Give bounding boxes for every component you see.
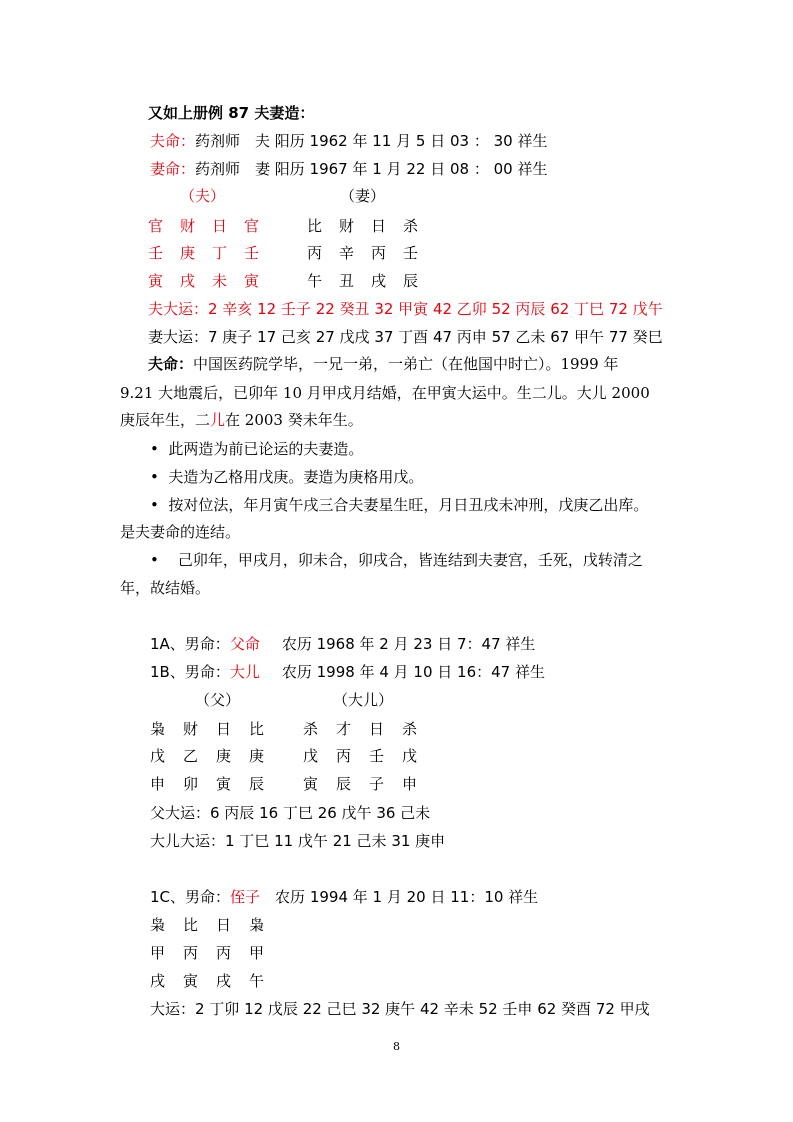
bazi-cell: 戌 [180, 272, 196, 290]
bazi-cell: 寅 [148, 272, 164, 290]
bazi-cell: 戌 [150, 972, 166, 990]
bazi-cell: 壬 [244, 244, 260, 262]
bazi-cell: 子 [369, 775, 385, 793]
son-chart-heading: （大儿） [333, 691, 394, 709]
bazi-cell: 比 [307, 217, 323, 235]
bazi-cell: 庚 [216, 747, 232, 765]
bullet-continuation: 是夫妻命的连结。 [120, 523, 241, 541]
father-luck-pillars: 父大运：6 丙辰 16 丁巳 26 戊午 36 己未 [150, 804, 431, 822]
wife-luck-pillars: 妻大运：7 庚子 17 己亥 27 戊戌 37 丁酉 47 丙申 57 乙未 67 甲午 77 癸巳 [148, 328, 663, 346]
nephew-role: 侄子 [230, 888, 261, 906]
husband-label: 夫命： [150, 132, 196, 150]
nephew-prefix: 1C、男命： [150, 888, 231, 906]
wife-chart-heading: （妻） [340, 187, 386, 205]
commentary-label: 夫命： [148, 355, 194, 373]
husband-chart-heading: （夫） [180, 187, 226, 205]
bullet-icon: • [150, 551, 178, 569]
bullet-text: 此两造为前已论运的夫妻造。 [168, 440, 364, 458]
bazi-cell: 庚 [180, 244, 196, 262]
bazi-cell: 戌 [371, 272, 387, 290]
bazi-cell: 戊 [402, 747, 418, 765]
bazi-cell: 日 [212, 217, 228, 235]
commentary-text-b: 在 2003 癸未年生。 [225, 411, 363, 429]
bullet-text: 己卯年，甲戌月，卯未合，卯戌合，皆连结到夫妻宫，壬死，戊转清之 [177, 551, 643, 569]
bazi-cell: 辰 [403, 272, 419, 290]
bazi-cell: 寅 [216, 775, 232, 793]
bullet-text: 夫造为乙格用戊庚。妻造为庚格用戊。 [168, 468, 424, 486]
bazi-cell: 戊 [150, 747, 166, 765]
commentary-line-2: 9.21 大地震后，已卯年 10 月甲戌月结婚，在甲寅大运中。生二儿。大儿 2000 [120, 384, 650, 402]
bazi-cell: 枭 [150, 916, 166, 934]
bazi-cell: 日 [371, 217, 387, 235]
father-birth-line [150, 634, 535, 654]
bullet-item [150, 439, 363, 459]
bazi-cell: 寅 [303, 775, 319, 793]
bazi-cell: 寅 [183, 972, 199, 990]
son-luck-pillars: 大儿大运：1 丁巳 11 戊午 21 己未 31 庚申 [150, 832, 446, 850]
bazi-cell: 日 [216, 720, 232, 738]
husband-info: 药剂师 夫 阳历 1962 年 11 月 5 日 03 ： 30 祥生 [195, 132, 548, 150]
nephew-info: 农历 1994 年 1 月 20 日 11：10 祥生 [275, 888, 539, 906]
son-prefix: 1B、男命： [150, 663, 230, 681]
son-role: 大儿 [229, 663, 260, 681]
nephew-birth-line [150, 887, 538, 907]
bullet-item [150, 467, 423, 487]
commentary-line-3 [120, 410, 363, 430]
son-info: 农历 1998 年 4 月 10 日 16：47 祥生 [281, 663, 545, 681]
bazi-cell: 财 [183, 720, 199, 738]
bazi-cell: 日 [216, 916, 232, 934]
bazi-cell: 才 [336, 720, 352, 738]
wife-birth-line [150, 159, 547, 179]
father-role: 父命 [229, 635, 260, 653]
bazi-cell: 比 [249, 720, 265, 738]
section-heading: 又如上册例 87 夫妻造： [148, 104, 315, 122]
bazi-cell: 丙 [336, 747, 352, 765]
nephew-luck-pillars: 大运：2 丁卯 12 戊辰 22 己巳 32 庚午 42 辛未 52 壬申 62 癸酉 72 甲戌 [150, 1000, 650, 1018]
husband-birth-line [150, 131, 547, 151]
bazi-cell: 寅 [244, 272, 260, 290]
husband-luck-pillars: 夫大运：2 辛亥 12 壬子 22 癸丑 32 甲寅 42 乙卯 52 丙辰 62 丁巳 72 戊午 [148, 300, 663, 318]
bazi-cell: 申 [402, 775, 418, 793]
bazi-cell: 庚 [249, 747, 265, 765]
bazi-cell: 甲 [150, 944, 166, 962]
bazi-cell: 杀 [403, 217, 419, 235]
bullet-icon: • [150, 496, 169, 514]
bazi-cell: 丑 [339, 272, 355, 290]
bazi-cell: 壬 [403, 244, 419, 262]
bazi-cell: 杀 [402, 720, 418, 738]
bazi-cell: 午 [249, 972, 265, 990]
bazi-cell: 乙 [183, 747, 199, 765]
father-chart-heading: （父） [195, 691, 241, 709]
bazi-cell: 甲 [249, 944, 265, 962]
bazi-cell: 辰 [336, 775, 352, 793]
bullet-item [150, 550, 643, 570]
bazi-cell: 官 [148, 217, 164, 235]
bullet-item [150, 495, 648, 515]
son-birth-line [150, 662, 545, 682]
bullet-text: 按对位法，年月寅午戌三合夫妻星生旺，月日丑戌未冲刑，戊庚乙出库。 [168, 496, 649, 514]
commentary-line-1 [148, 354, 618, 374]
bazi-cell: 丙 [216, 944, 232, 962]
bazi-cell: 壬 [148, 244, 164, 262]
page-number: 8 [393, 1040, 400, 1053]
bazi-cell: 午 [307, 272, 323, 290]
bazi-cell: 戌 [216, 972, 232, 990]
bazi-cell: 丙 [371, 244, 387, 262]
commentary-text-a: 庚辰年生，二 [120, 411, 211, 429]
bazi-cell: 枭 [150, 720, 166, 738]
bazi-cell: 戊 [303, 747, 319, 765]
bazi-cell: 辛 [339, 244, 355, 262]
wife-label: 妻命： [150, 160, 196, 178]
bazi-cell: 卯 [183, 775, 199, 793]
bazi-cell: 官 [244, 217, 260, 235]
bullet-icon: • [150, 468, 169, 486]
bazi-cell: 比 [183, 916, 199, 934]
bazi-cell: 丙 [183, 944, 199, 962]
father-info: 农历 1968 年 2 月 23 日 7：47 祥生 [281, 635, 536, 653]
bazi-cell: 未 [212, 272, 228, 290]
bazi-cell: 财 [180, 217, 196, 235]
bazi-cell: 财 [339, 217, 355, 235]
bullet-continuation: 年，故结婚。 [120, 579, 211, 597]
bazi-cell: 辰 [249, 775, 265, 793]
father-prefix: 1A、男命： [150, 635, 230, 653]
bazi-cell: 丁 [212, 244, 228, 262]
bazi-cell: 枭 [249, 916, 265, 934]
bazi-cell: 壬 [369, 747, 385, 765]
commentary-text: 中国医药院学毕，一兄一弟，一弟亡（在他国中时亡）。1999 年 [193, 355, 619, 373]
bazi-cell: 丙 [307, 244, 323, 262]
bazi-cell: 申 [150, 775, 166, 793]
bazi-cell: 杀 [303, 720, 319, 738]
wife-info: 药剂师 妻 阳历 1967 年 1 月 22 日 08 ： 00 祥生 [195, 160, 548, 178]
bullet-icon: • [150, 440, 169, 458]
bazi-cell: 日 [369, 720, 385, 738]
commentary-highlight: 儿 [210, 411, 226, 429]
